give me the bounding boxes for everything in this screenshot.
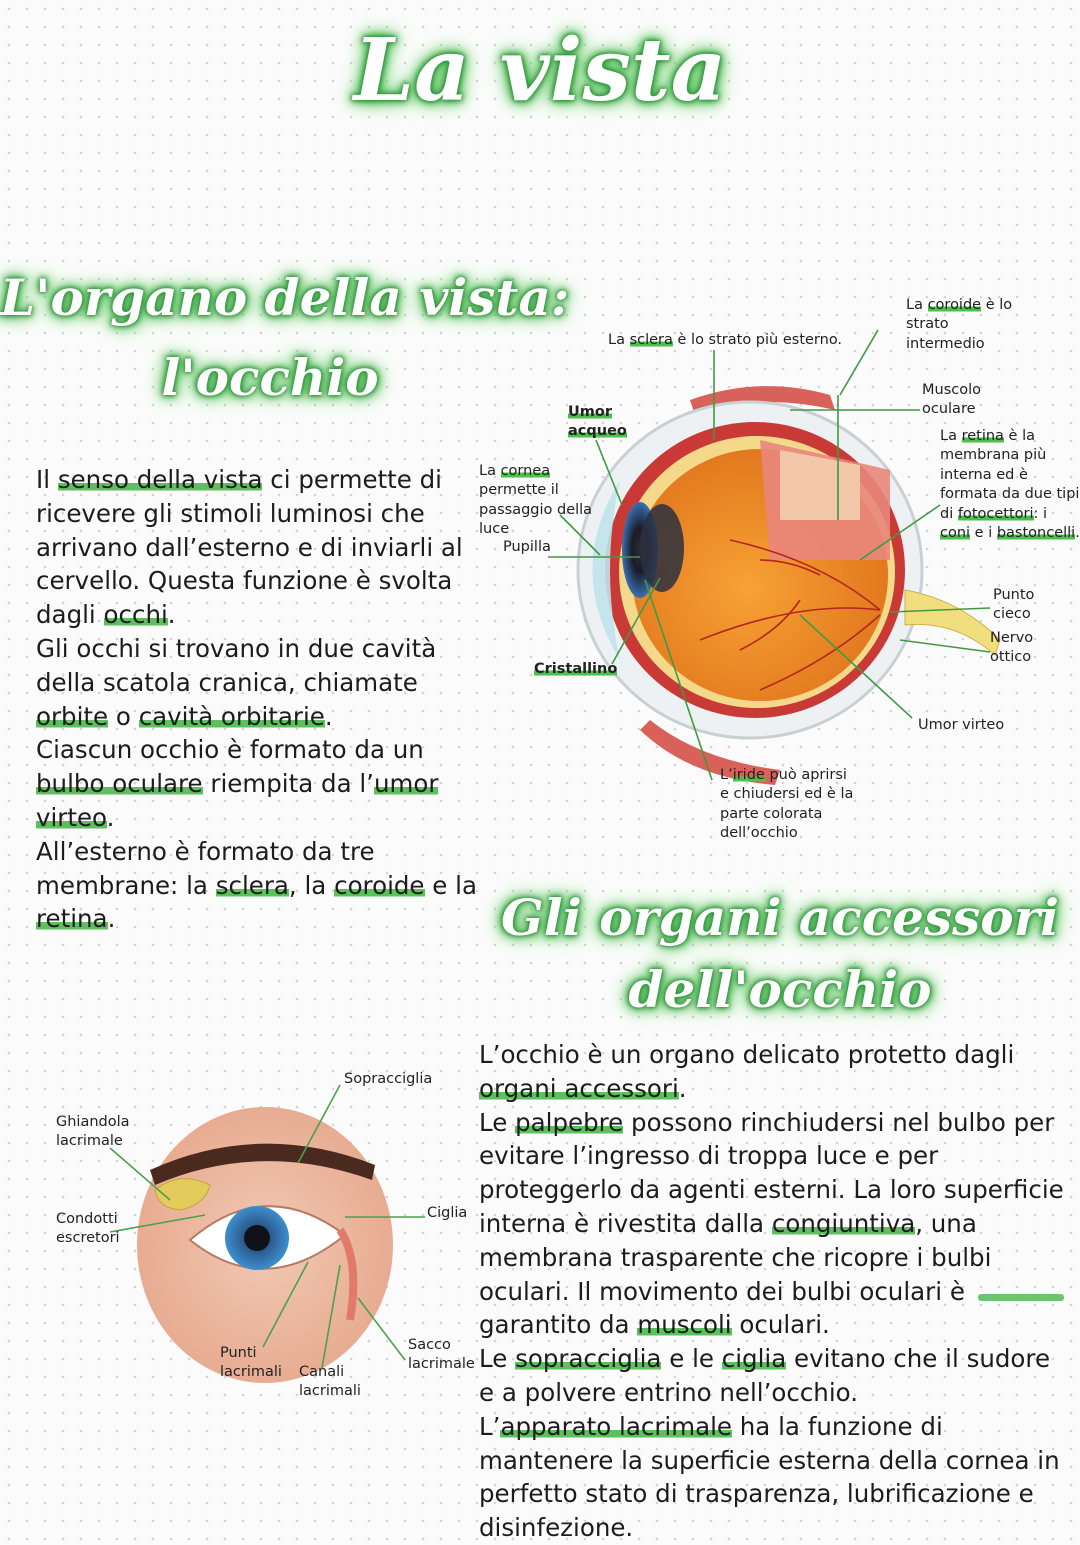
pupil-circle bbox=[244, 1225, 270, 1251]
paragraph-line: Gli occhi si trovano in due cavità della scatola cranica, chiamate orbite o cavità orbitarie. bbox=[36, 633, 437, 731]
paragraph-line: L’occhio è un organo delicato protetto dagli organi accessori. bbox=[479, 1040, 1015, 1103]
label-cristallino: Cristallino bbox=[534, 661, 618, 677]
label-iride: L’iride può aprirsi e chiudersi ed è la parte colorata dell’occhio bbox=[720, 767, 854, 842]
label-ghiandola-lacrimale: Ghiandola lacrimale bbox=[56, 1114, 130, 1150]
label-pupilla: Pupilla bbox=[503, 539, 551, 555]
paragraph-line: Le sopracciglia e le ciglia evitano che il sudore e a polvere entrino nell’occhio. bbox=[479, 1344, 1051, 1407]
paragraph-line: Le palpebre possono rinchiudersi nel bulbo per evitare l’ingresso di troppa luce e per proteggerlo da agenti esterni. La loro superficie interna è rivestita dalla congiuntiva, una membrana trasparente che ricopre i bulbi oculari. Il movimento dei bulbi oculari è garantito da muscoli oculari. bbox=[479, 1107, 1064, 1340]
paragraph-line: L’apparato lacrimale ha la funzione di mantenere la superficie esterna della cornea in perfetto stato di trasparenza, lubrificazione e disinfezione. bbox=[479, 1411, 1060, 1543]
label-retina: La retina è la membrana più interna ed è formata da due tipi di fotocettori: i coni e i bastoncelli. bbox=[940, 428, 1080, 542]
label-sopracciglia: Sopracciglia bbox=[344, 1071, 433, 1087]
label-ciglia: Ciglia bbox=[427, 1205, 468, 1221]
label-condotti-escretori: Condotti escretori bbox=[56, 1211, 120, 1247]
label-nervo-ottico: Nervo ottico bbox=[990, 630, 1034, 666]
page-title: La vista bbox=[353, 20, 727, 121]
section1-heading-line2: l'occhio bbox=[161, 348, 379, 407]
section2-heading-line1: Gli organi accessori bbox=[501, 888, 1059, 947]
section1-heading-line1: L'organo della vista: bbox=[0, 268, 570, 327]
label-umor-acqueo: Umor acqueo bbox=[568, 404, 627, 440]
label-muscolo-oculare: Muscolo oculare bbox=[922, 382, 981, 418]
label-umor-virteo: Umor virteo bbox=[918, 717, 1005, 733]
label-punto-cieco: Punto cieco bbox=[993, 587, 1035, 623]
paragraph-line: All’esterno è formato da tre membrane: la sclera, la coroide e la retina. bbox=[36, 836, 477, 934]
paragraph-line: Ciascun occhio è formato da un bulbo oculare riempita da l’umor virteo. bbox=[36, 735, 439, 832]
label-cornea: La cornea permette il passaggio della luce bbox=[479, 463, 593, 538]
paragraph-line: Il senso della vista ci permette di ricevere gli stimoli luminosi che arrivano dall’esterno e di inviarli al cervello. Questa funzione è svolta dagli occhi. bbox=[36, 465, 463, 630]
label-sclera: La sclera è lo strato più esterno. bbox=[608, 332, 843, 348]
label-canali-lacrimali: Canali lacrimali bbox=[299, 1364, 361, 1400]
label-punti-lacrimali: Punti lacrimali bbox=[220, 1345, 282, 1381]
label-coroide: La coroide è lo strato intermedio bbox=[906, 297, 1013, 352]
section2-heading-line2: dell'occhio bbox=[628, 960, 932, 1019]
label-sacco-lacrimale: Sacco lacrimale bbox=[408, 1337, 475, 1373]
